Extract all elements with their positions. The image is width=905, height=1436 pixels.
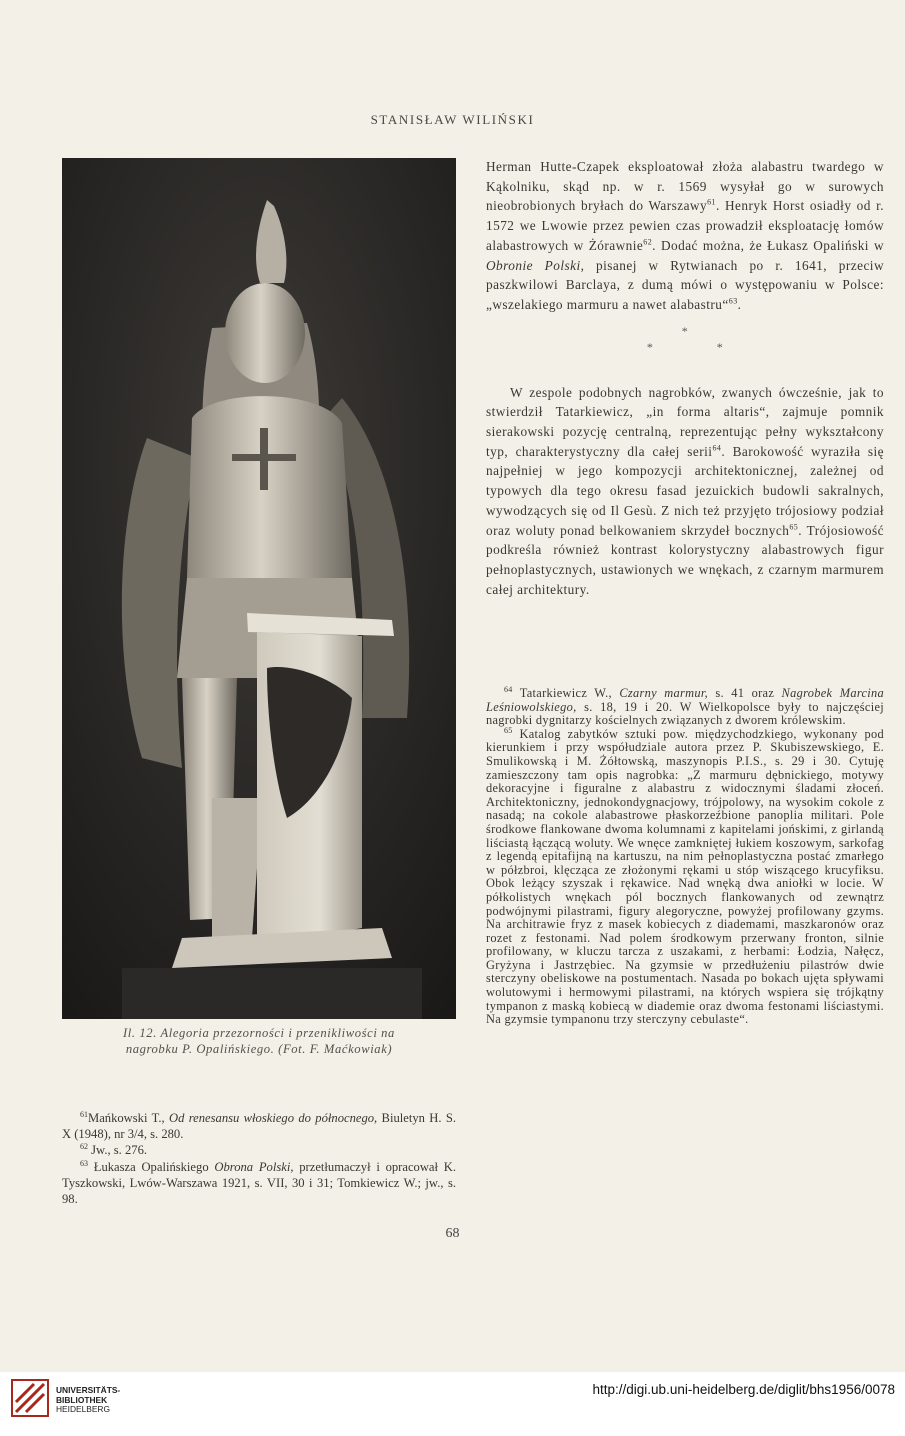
running-head: STANISŁAW WILIŃSKI (370, 112, 535, 127)
footnote-61: $^{61}$Mańkowski T., Od renesansu włoskiego do północnego, Biuletyn H. S. X (1948), nr 3/4, s. 280. (62, 1109, 457, 1142)
caption-line: Il. 12. Alegoria przezorności i przenikliwości na (123, 1026, 395, 1040)
alabaster-statue-image (62, 158, 456, 1019)
paragraph: Herman Hutte-Czapek eksploatował złoża alabastru twardego w Kąkolniku, skąd np. w r. 1569 wysyłał go w surowych nieobrobionych bryłach do Warszawy$^{61}$. Henryk Horst osiadły od r. 1572 we Lwowie przez pewien czas prowadził eksploatację łomów alabastrowych w Żórawnie$^{62}$. Dodać można, że Łukasz Opaliński w Obronie Polski, pisanej w Rytwianach po r. 1641, przeciw paszkwilowi Barclaya, z dumą mówi o występowaniu w Polsce: „wszelakiego marmuru a nawet alabastru“$^{63}$. (486, 159, 885, 312)
footnote-65: $^{65}$ Katalog zabytków sztuki pow. międzychodzkiego, wykonany pod kierunkiem i przy współudziale autora przez P. Skubiszewskiego, E. Smulikowską i M. Żółtowską, maszynopis P.I.S., s. 29 i 30. Cytuję zamieszczony tam opis nagrobka: „Z marmuru dębnickiego, motywy dekoracyjne i figuralne z alabastru z widocznymi śladami złoceń. Architektoniczny, jednokondygnacjowy, trójpolowy, na wysokim cokole z nasadą; na cokole alabastrowe płaskorzeźbione panoplia militari. Pole środkowe flankowane dwoma kolumnami z kapitelami jońskimi, z girlandą liściastą łączącą woluty. We wnęce zamkniętej łukiem koszowym, sarkofag z legendą epitafijną na kartuszu, na nim pełnoplastyczna postać zmarłego w półzbroi, klęcząca ze złożonymi rękami u stóp wiszącego krucyfiksu. Obok leżący szyszak i rękawice. Nad wnęką dwa aniołki w locie. W półkolistych wnękach pól bocznych flankowanych od zewnątrz podwójnymi pilastrami, figury alegoryczne, powyżej profilowany gzyms. Na architrawie fryz z masek kobiecych z diademami, maszkaronów oraz rozet z festonami. Nad polem środkowym przerwany fronton, silnie profilowany, w kluczu tarcza z uszakami, z herbami: Łodzia, Nałęcz, Gryżyna i Jastrzębiec. Na gzymsie w przedłużeniu pilastrów dwie sterczyny obeliskowe na postumentach. Nasada po bokach ujęta spływami wolutowymi i hermowymi pilastrami, na których wspiera się trójkątny tympanon z maską kobiecą w diademie oraz dwoma festonami liściastymi. Na gzymsie tympanonu trzy sterczyny cebulaste“. (486, 725, 884, 1027)
page-number: 68 (445, 1226, 460, 1241)
footnotes-left (62, 1110, 456, 1207)
body-text (486, 157, 884, 599)
permalink-url[interactable]: http://digi.ub.uni-heidelberg.de/diglit/bhs1956/0078 (592, 1382, 895, 1397)
footnote-62: $^{62}$ Jw., s. 276. (80, 1142, 148, 1158)
caption-line: nagrobku P. Opalińskiego. (Fot. F. Maćkowiak) (125, 1042, 393, 1056)
sculpture-photo (62, 158, 456, 1019)
library-logo-icon (10, 1378, 50, 1418)
footnotes-right (486, 684, 885, 1027)
footnote-63: $^{63}$ Łukasza Opalińskiego Obrona Polski, przetłumaczył i opracował K. Tyszkowski, Lwów-Warszawa 1921, s. VII, 30 i 31; Tomkiewicz W.; jw., s. 98. (62, 1158, 457, 1207)
footnote-64: $^{64}$ Tatarkiewicz W., Czarny marmur, s. 41 oraz Nagrobek Marcina Leśniowolskiego, s. 18, 19 i 20. W Wielkopolsce były to najczęściej nagrobki dygnitarzy kościelnych związanych z dworem królewskim. (486, 684, 885, 728)
library-name[interactable]: UNIVERSITÄTS- BIBLIOTHEK HEIDELBERG (56, 1385, 121, 1415)
paragraph: W zespole podobnych nagrobków, zwanych ówcześnie, jak to stwierdził Tatarkiewicz, „in forma altaris“, zajmuje pomnik sierakowski pozycję centralną, reprezentując pełny wykształcony typ, charakterystyczny dla całej serii$^{64}$. Barokowość wyraziła się najpełniej w jego kompozycji architektonicznej, zależnej od typowych dla tego okresu fasad jezuickich budowli sakralnych, wywodzących się od Il Gesù. Z nich też przyjęto trójosiowy podział oraz woluty ponad belkowaniem skrzydeł bocznych$^{65}$. Trójosiowość podkreśla również kontrast kolorystyczny alabastrowych figur pełnoplastycznych, ustawionych we wnękach, z czarnym marmurem całej architektury. (486, 384, 885, 597)
section-divider: * * * (646, 323, 724, 354)
figure-caption (62, 1025, 456, 1057)
